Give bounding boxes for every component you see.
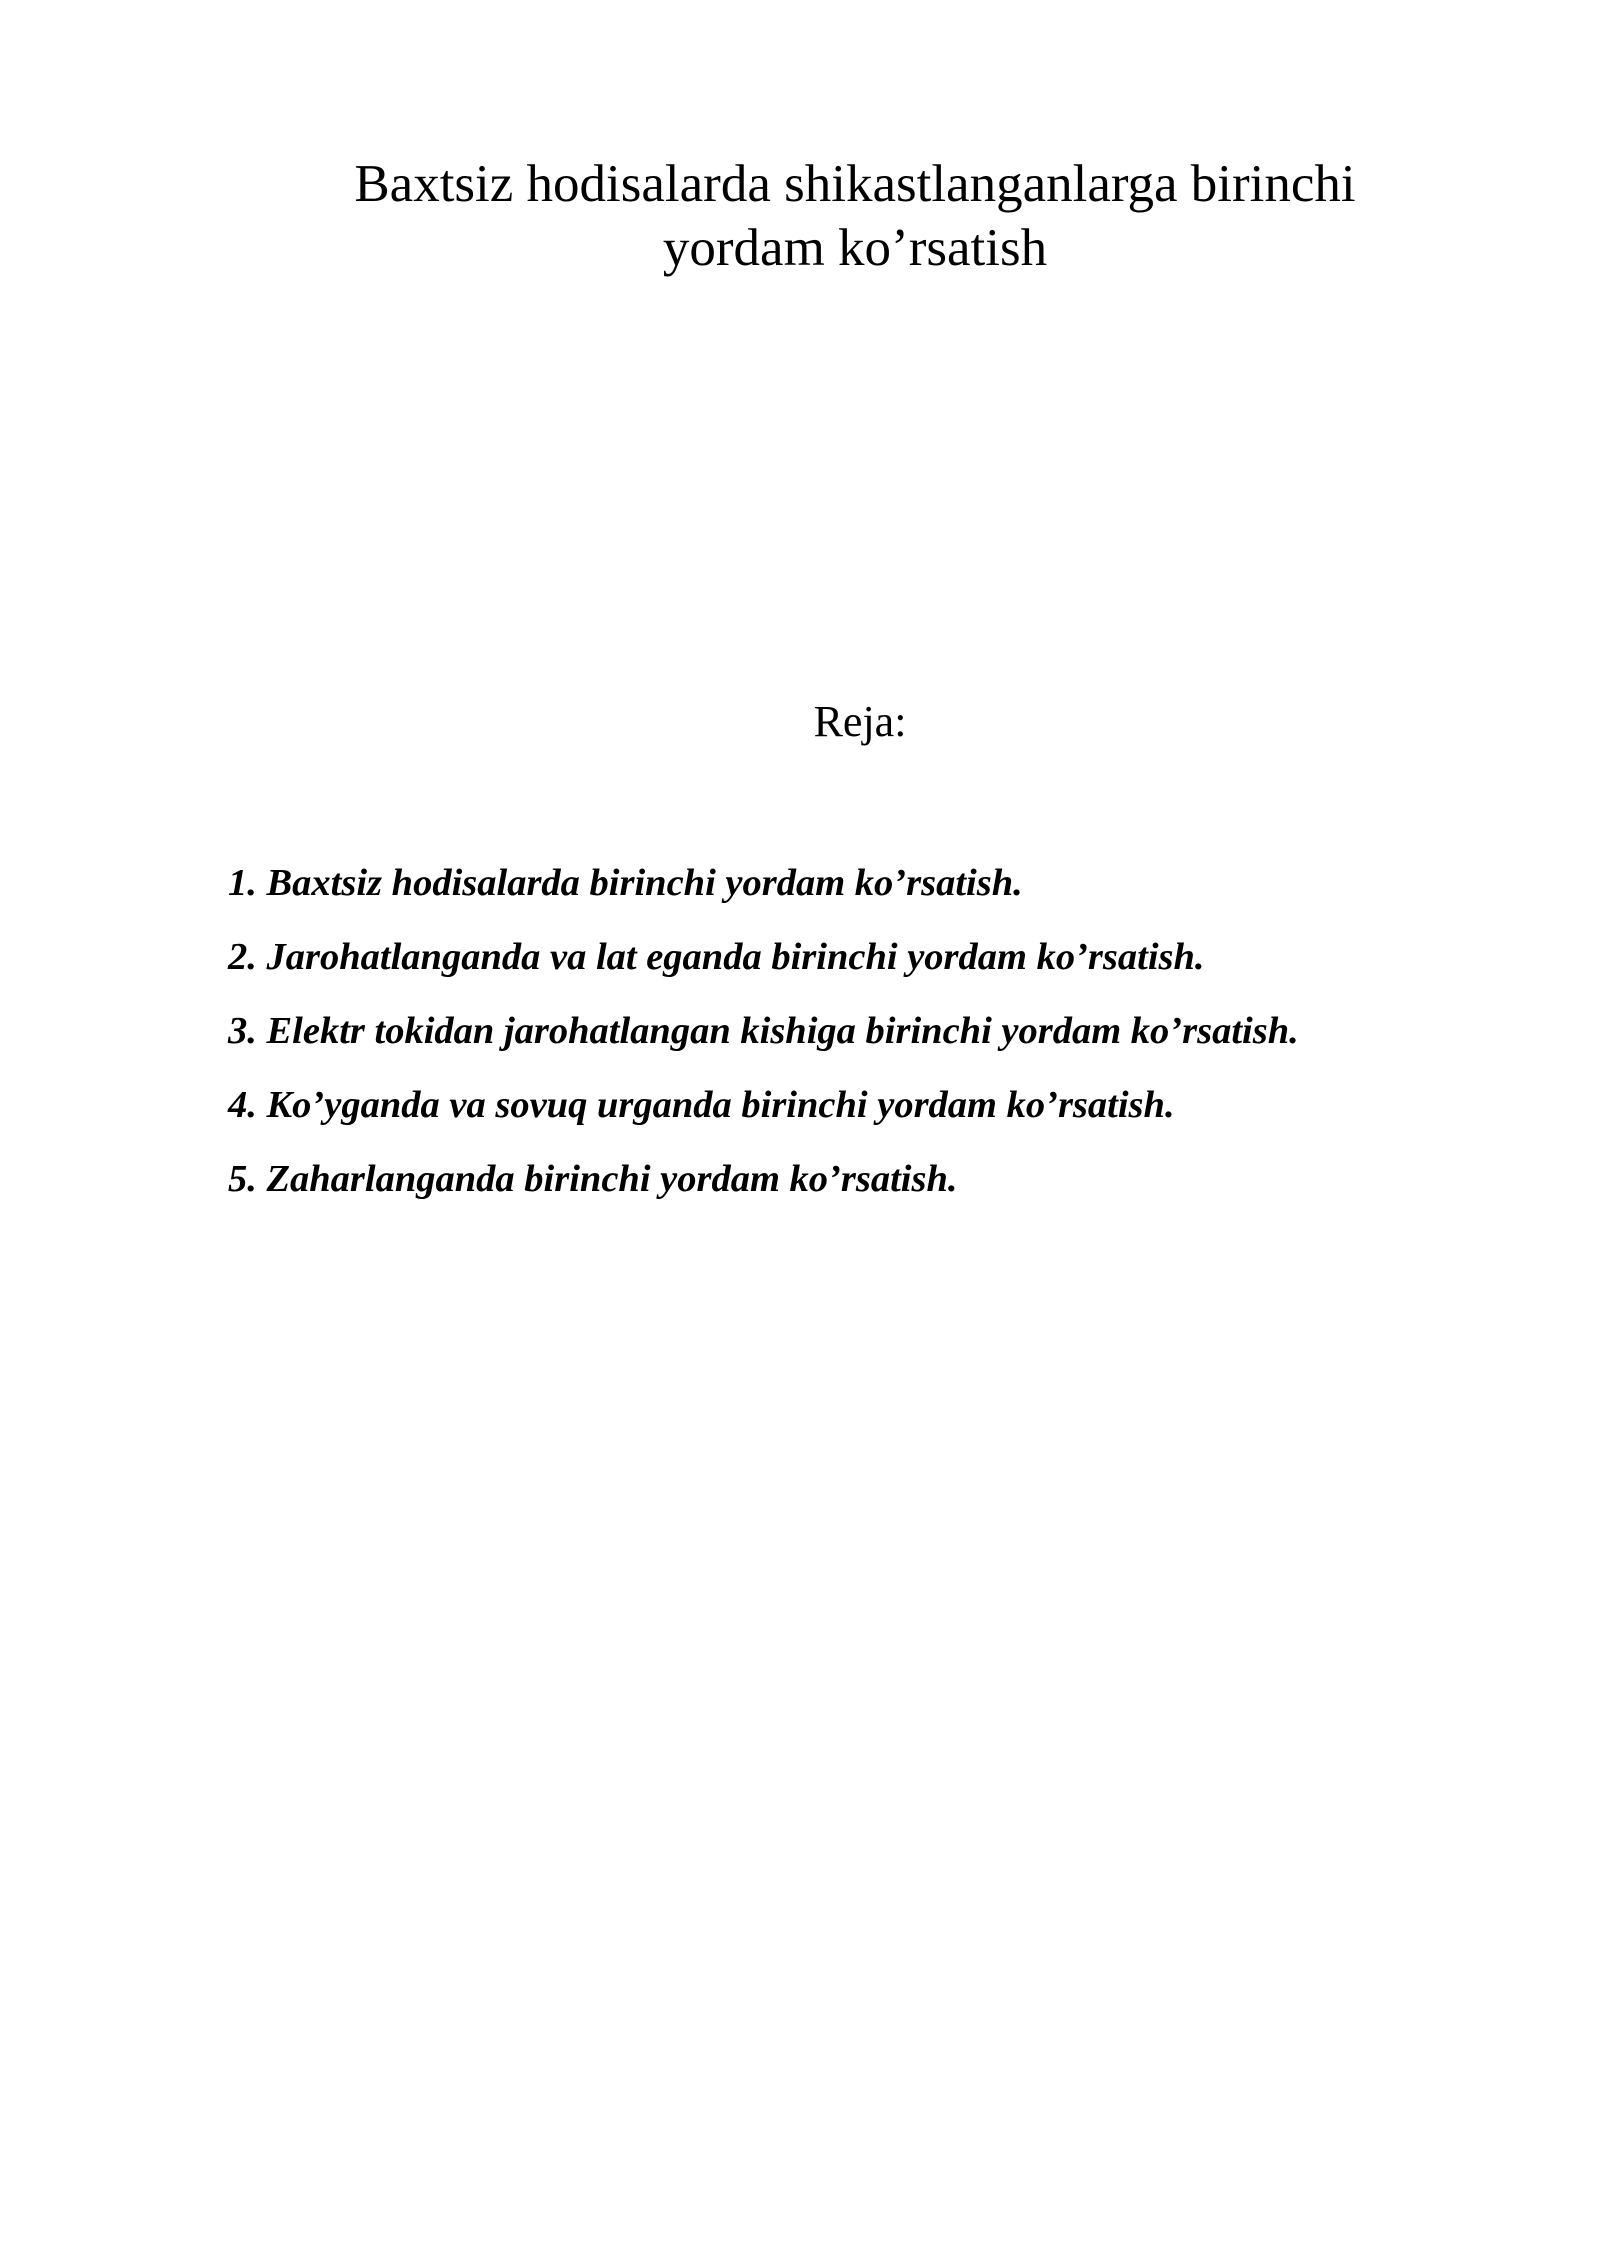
- plan-item-1: [228, 846, 1299, 920]
- plan-heading: Reja:: [813, 697, 907, 746]
- plan-item-number: 2.: [228, 936, 257, 978]
- plan-item-4: [228, 1068, 1299, 1142]
- plan-item-text: Zaharlanganda birinchi yordam ko’rsatish.: [266, 1158, 958, 1200]
- plan-item-5: [228, 1142, 1299, 1216]
- plan-item-text: Jarohatlanganda va lat eganda birinchi yordam ko’rsatish.: [266, 936, 1205, 978]
- document-title-line-2: yordam ko’rsatish: [662, 219, 1048, 277]
- document-title-line-1: Baxtsiz hodisalarda shikastlanganlarga birinchi: [354, 155, 1356, 213]
- plan-item-text: Ko’yganda va sovuq urganda birinchi yordam ko’rsatish.: [266, 1084, 1175, 1126]
- plan-item-2: [228, 920, 1299, 994]
- plan-item-number: 4.: [228, 1084, 257, 1126]
- plan-item-number: 5.: [228, 1158, 257, 1200]
- plan-item-3: [228, 994, 1299, 1068]
- plan-item-number: 3.: [228, 1010, 257, 1052]
- plan-item-text: Elektr tokidan jarohatlangan kishiga birinchi yordam ko’rsatish.: [266, 1010, 1299, 1052]
- plan-item-number: 1.: [228, 862, 257, 904]
- plan-list: [228, 846, 1299, 1216]
- plan-item-text: Baxtsiz hodisalarda birinchi yordam ko’rsatish.: [266, 862, 1023, 904]
- document-title: [230, 152, 1480, 280]
